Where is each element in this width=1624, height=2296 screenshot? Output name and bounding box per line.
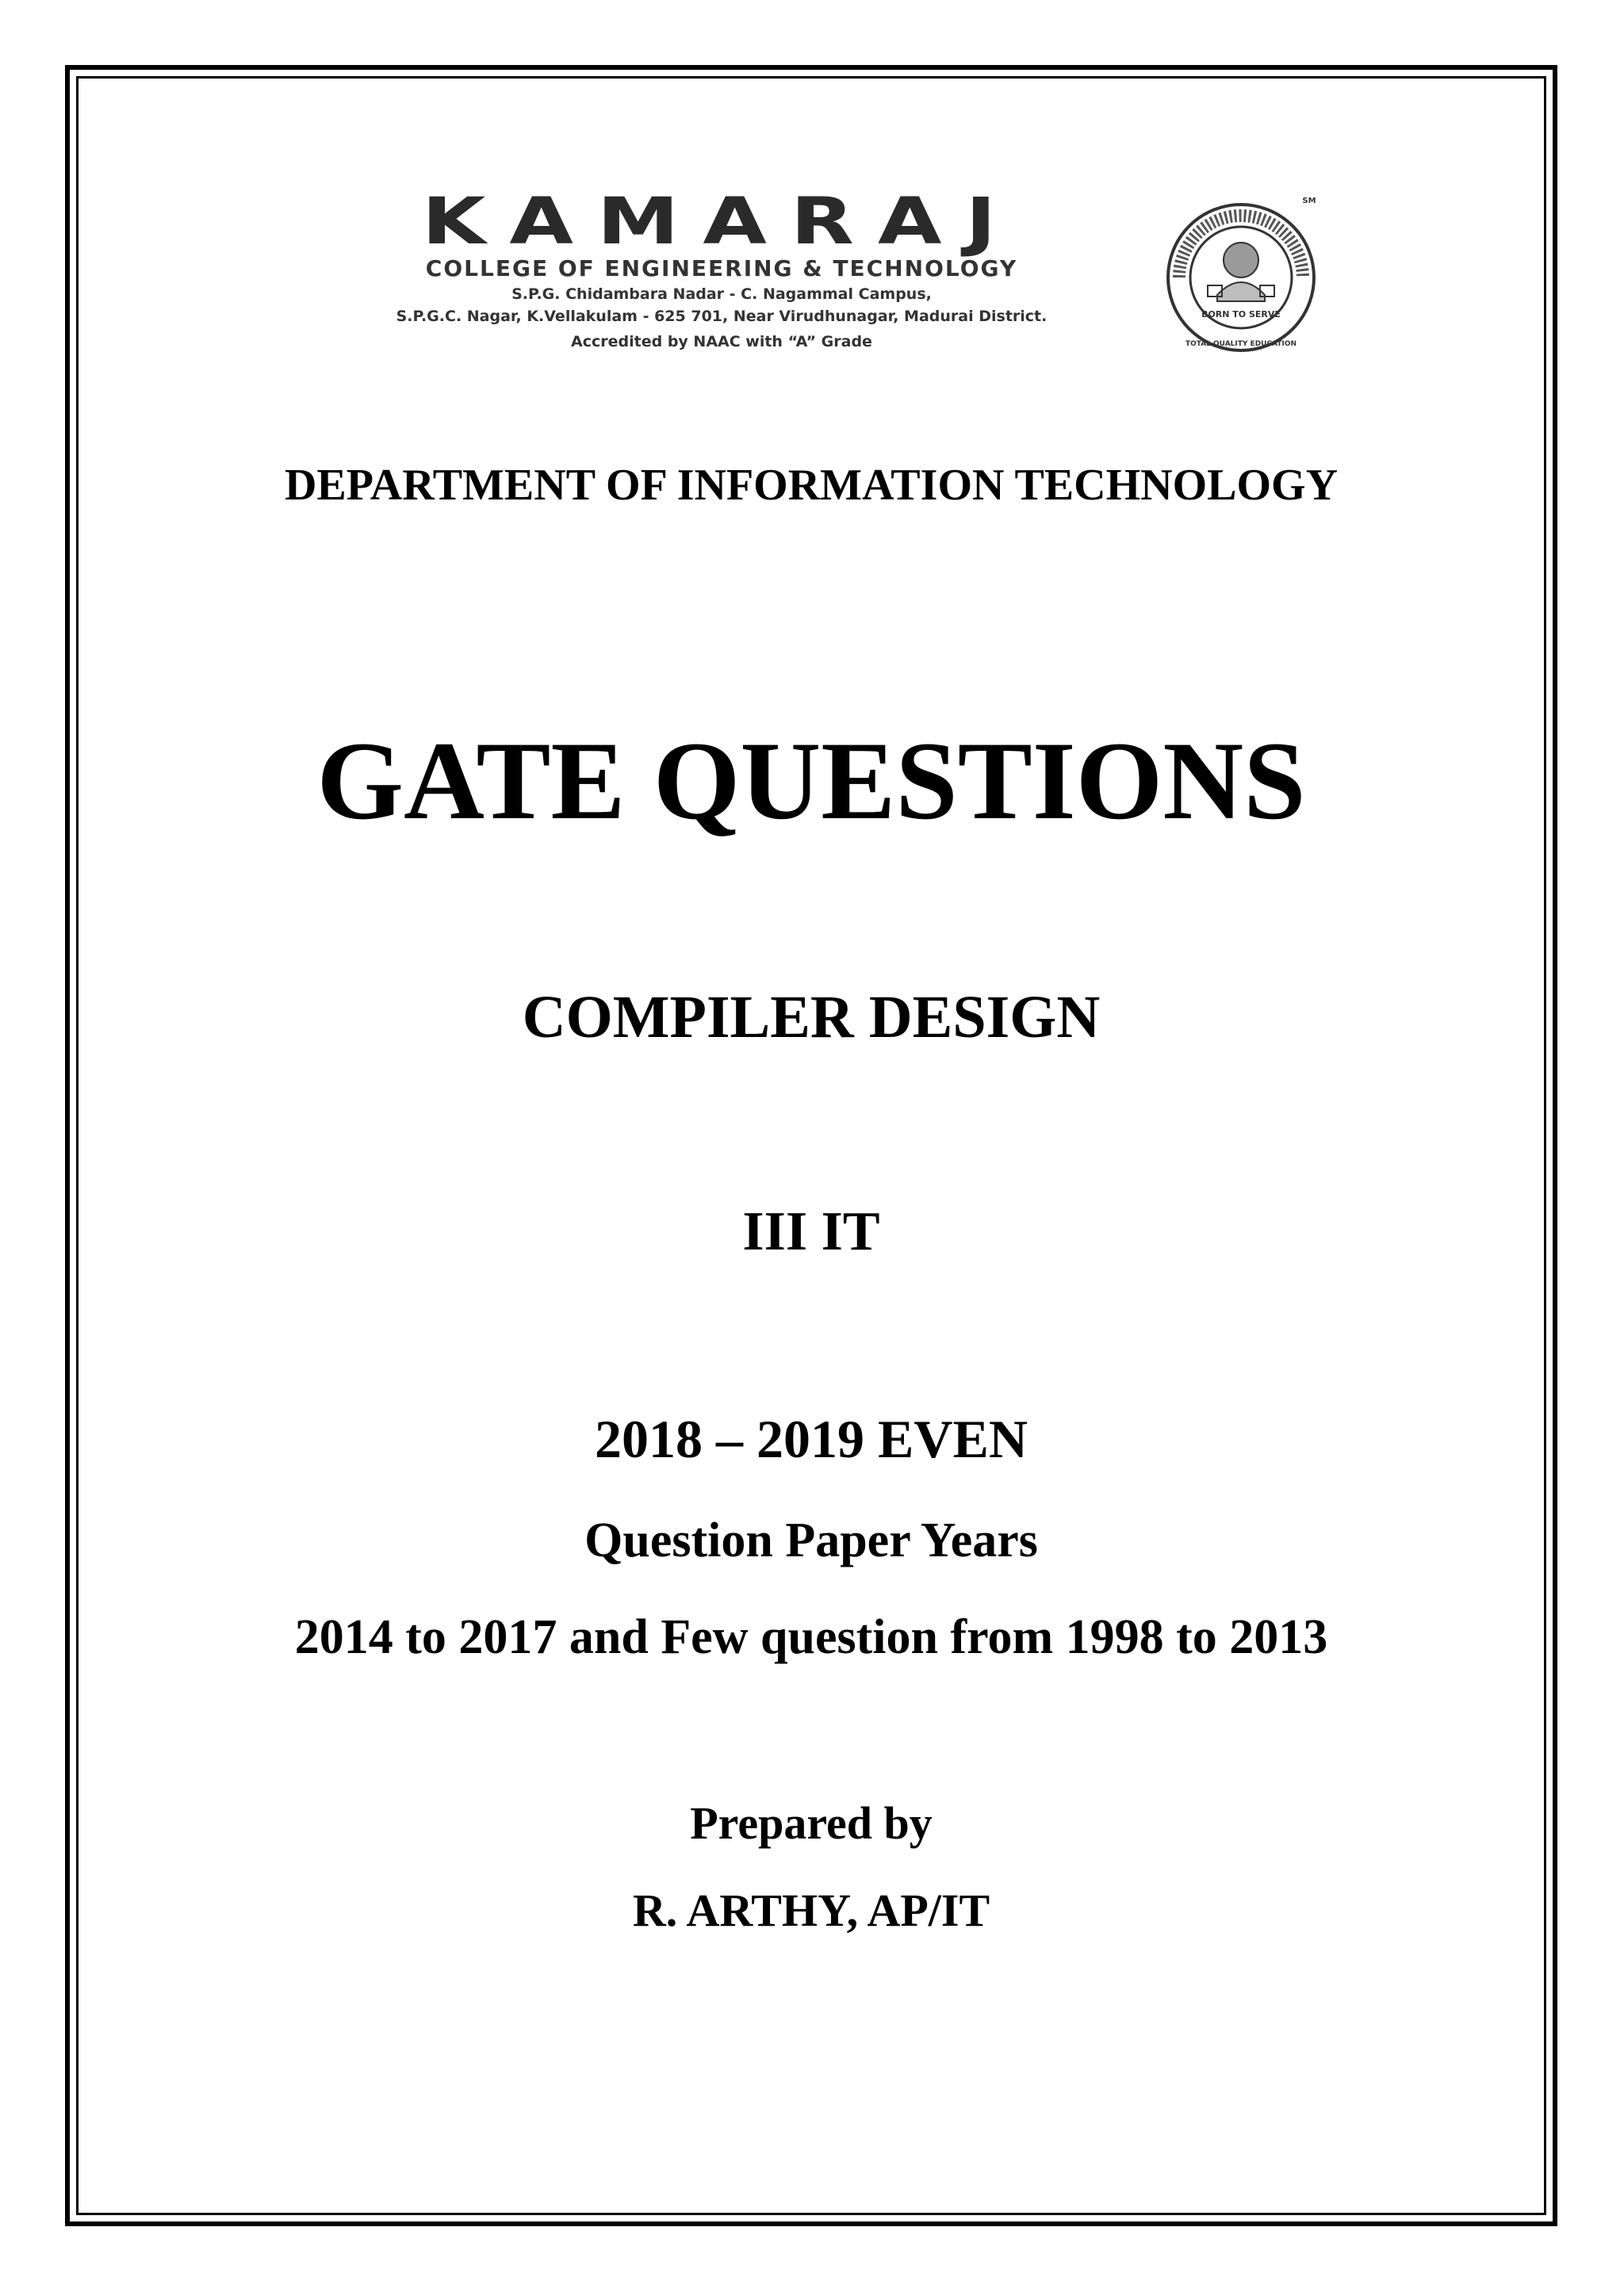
logo-text-block xyxy=(293,183,1150,357)
logo-address-line-2: S.P.G.C. Nagar, K.Vellakulam - 625 701, Near Virudhunagar, Madurai District. xyxy=(396,308,1048,325)
logo-address-line-1: S.P.G. Chidambara Nadar - C. Nagammal Campus, xyxy=(511,285,932,303)
logo-college-subtitle: COLLEGE OF ENGINEERING & TECHNOLOGY xyxy=(425,255,1018,281)
logo-college-name: KAMARAJ xyxy=(421,183,1021,259)
subject-name: COMPILER DESIGN xyxy=(522,984,1101,1050)
academic-session: 2018 – 2019 EVEN xyxy=(595,1409,1028,1469)
class-label: III IT xyxy=(742,1201,880,1262)
document-title: GATE QUESTIONS xyxy=(316,719,1306,843)
department-heading: DEPARTMENT OF INFORMATION TECHNOLOGY xyxy=(284,461,1339,510)
college-seal-icon xyxy=(1162,190,1332,357)
question-paper-label: Question Paper Years xyxy=(584,1513,1038,1567)
college-logo xyxy=(293,183,1340,357)
prepared-by-name: R. ARTHY, AP/IT xyxy=(632,1885,990,1936)
year-range: 2014 to 2017 and Few question from 1998 to 2013 xyxy=(294,1610,1328,1664)
seal-trademark: SM xyxy=(1302,197,1316,205)
seal-motto: BORN TO SERVE xyxy=(1201,309,1281,320)
seal-footer: TOTAL QUALITY EDUCATION xyxy=(1185,340,1297,348)
logo-accreditation: Accredited by NAAC with “A” Grade xyxy=(571,333,872,350)
prepared-by-label: Prepared by xyxy=(690,1797,933,1849)
